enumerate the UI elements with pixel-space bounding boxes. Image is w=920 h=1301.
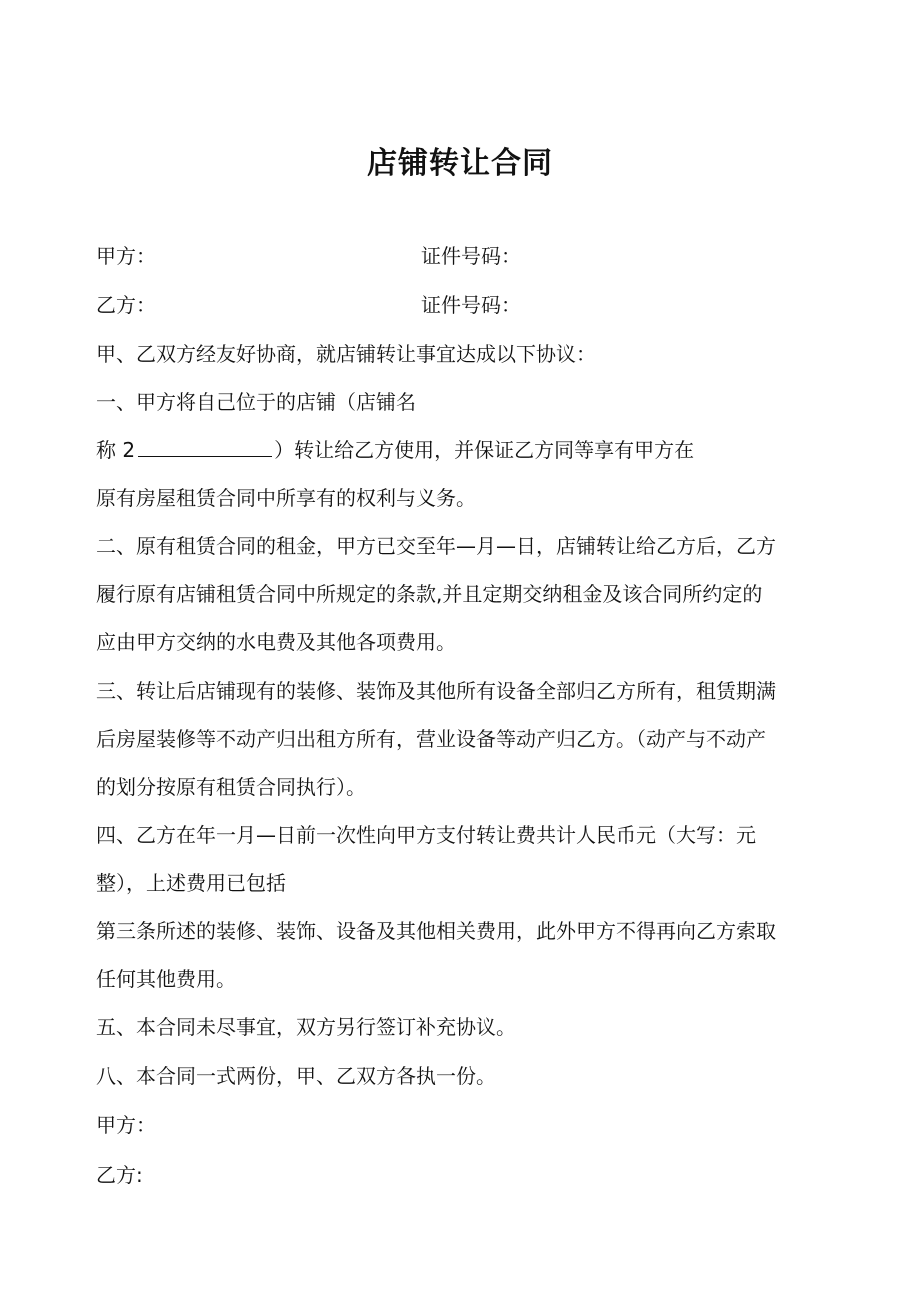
clause3-line1: 三、转让后店铺现有的装修、装饰及其他所有设备全部归乙方所有，租赁期满 [96,679,776,703]
clause1-line2 [96,435,826,465]
party-a-label: 甲方： [96,244,156,268]
clause2-line3: 应由甲方交纳的水电费及其他各项费用。 [96,630,456,654]
page-title: 店铺转让合同 [367,146,553,181]
clause2-line1: 二、原有租赁合同的租金，甲方已交至年—月—日，店铺转让给乙方后，乙方 [96,534,776,558]
clause4-line4: 任何其他费用。 [96,967,236,991]
clause1-line3: 原有房屋租赁合同中所享有的权利与义务。 [96,486,476,510]
party-b-id-label: 证件号码： [421,293,521,317]
party-a-row [96,241,826,271]
intro-paragraph: 甲、乙双方经友好协商，就店铺转让事宜达成以下协议： [96,342,596,366]
clause5: 五、本合同未尽事宜，双方另行签订补充协议。 [96,1015,516,1039]
clause2-line2: 履行原有店铺租赁合同中所规定的条款,并且定期交纳租金及该合同所约定的 [96,582,763,606]
clause1-line2-prefix: 称 2 [96,438,136,462]
signature-party-a: 甲方： [96,1113,156,1137]
clause3-line2: 后房屋装修等不动产归出租方所有，营业设备等动产归乙方。（动产与不动产 [96,727,766,751]
clause4-line2: 整），上述费用已包括 [96,871,286,895]
clause1-line1: 一、甲方将自己位于的店铺（店铺名 [96,390,416,414]
party-b-row [96,290,826,320]
clause6: 八、本合同一式两份，甲、乙双方各执一份。 [96,1064,496,1088]
clause4-line3: 第三条所述的装修、装饰、设备及其他相关费用，此外甲方不得再向乙方索取 [96,919,776,943]
party-a-id-label: 证件号码： [421,244,521,268]
party-b-label: 乙方： [96,293,156,317]
clause3-line3: 的划分按原有租赁合同执行）。 [96,775,366,799]
signature-party-b: 乙方: [96,1163,143,1187]
clause1-line2-suffix: ）转让给乙方使用，并保证乙方同等享有甲方在 [274,438,695,462]
clause4-line1: 四、乙方在年一月—日前一次性向甲方支付转让费共计人民币元（大写：元 [96,823,756,847]
shop-name-blank [138,436,272,457]
